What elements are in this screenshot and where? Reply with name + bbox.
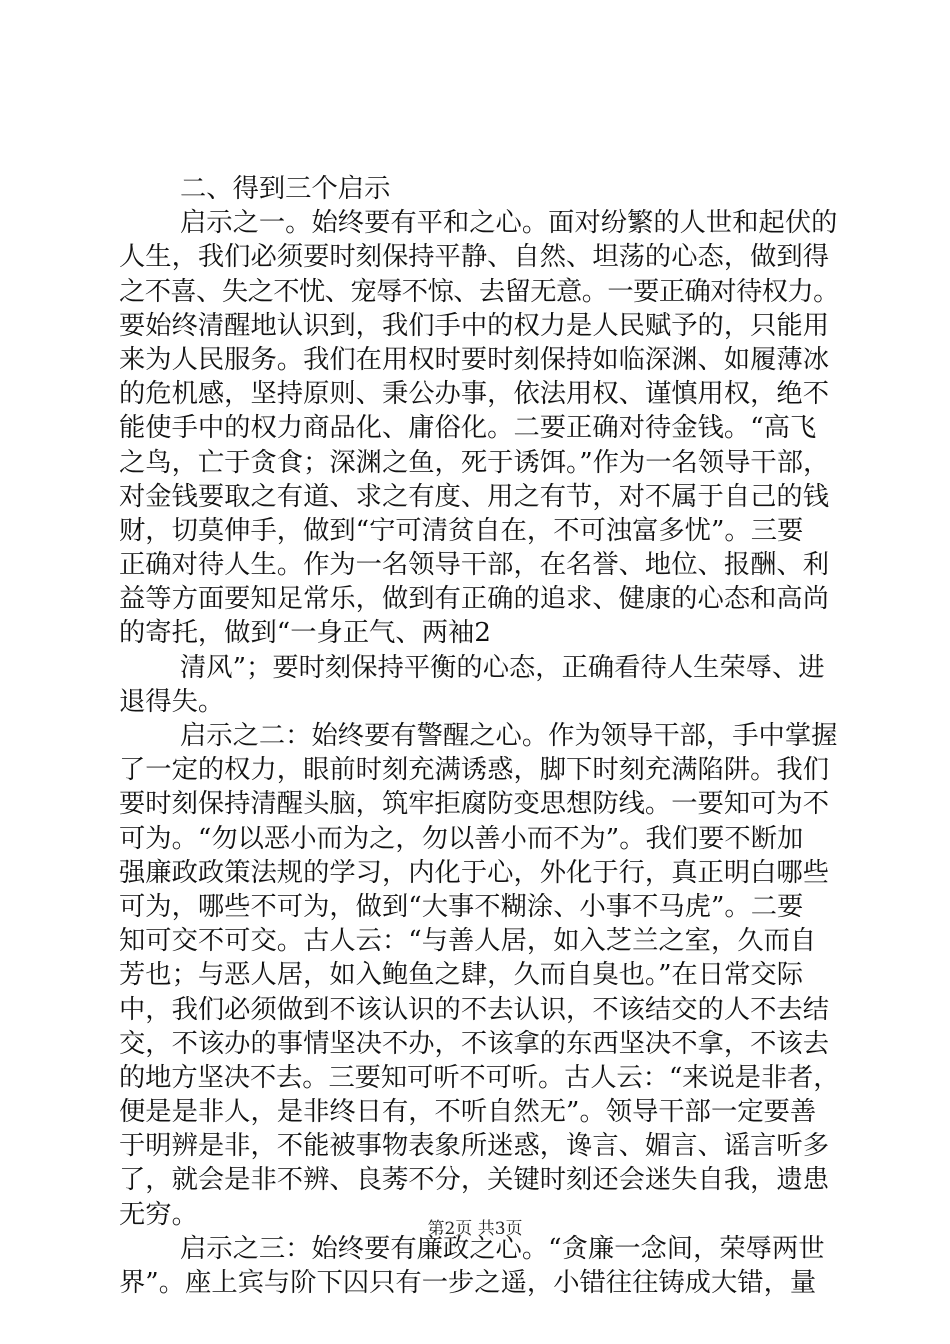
text-line: 中，我们必须做到不该认识的不去认识，不该结交的人不去结 <box>119 994 830 1025</box>
text-line: 可为，哪些不可为，做到“大事不糊涂、小事不马虎”。二要 <box>119 891 804 922</box>
text-line: 财，切莫伸手，做到“宁可清贫自在，不可浊富多忧”。三要 <box>119 515 804 546</box>
text-line: 于明辨是非，不能被事物表象所迷惑，谗言、媚言、谣言听多 <box>119 1131 830 1162</box>
text-line: 人生，我们必须要时刻保持平静、自然、坦荡的心态，做到得 <box>119 242 830 273</box>
text-line: 要始终清醒地认识到，我们手中的权力是人民赋予的，只能用 <box>119 310 830 341</box>
text-line: 退得失。 <box>119 686 225 717</box>
text-line: 清风”；要时刻保持平衡的心态，正确看待人生荣辱、进 <box>180 652 825 683</box>
text-line: 的寄托，做到“一身正气、两袖2 <box>119 618 492 649</box>
text-line: 界”。座上宾与阶下囚只有一步之遥，小错往往铸成大错，量 <box>119 1268 817 1298</box>
text-line: 的地方坚决不去。三要知可听不可听。古人云：“来说是非者， <box>119 1062 840 1093</box>
text-line: 了，就会是非不辨、良莠不分，关键时刻还会迷失自我，遗患 <box>119 1165 830 1196</box>
text-line: 强廉政政策法规的学习，内化于心，外化于行，真正明白哪些 <box>119 857 830 888</box>
text-line: 二、得到三个启示 <box>180 174 391 204</box>
text-line: 之鸟，亡于贪食；深渊之鱼，死于诱饵。”作为一名领导干部， <box>119 447 830 478</box>
text-line: 启示之三：始终要有廉政之心。“贪廉一念间，荣辱两世 <box>180 1233 825 1264</box>
text-line: 对金钱要取之有道、求之有度、用之有节，对不属于自己的钱 <box>119 481 830 512</box>
text-line: 启示之二：始终要有警醒之心。作为领导干部，手中掌握 <box>180 721 838 751</box>
text-line: 能使手中的权力商品化、庸俗化。二要正确对待金钱。“高飞 <box>119 413 817 444</box>
text-line: 正确对待人生。作为一名领导干部，在名誉、地位、报酬、利 <box>119 550 830 581</box>
text-line: 启示之一。始终要有平和之心。面对纷繁的人世和起伏的 <box>180 208 838 239</box>
page-footer: 第2页 共3页 <box>427 1219 523 1239</box>
document-body <box>119 172 839 1300</box>
text-line: 要时刻保持清醒头脑，筑牢拒腐防变思想防线。一要知可为不 <box>119 789 830 820</box>
text-line: 来为人民服务。我们在用权时要时刻保持如临深渊、如履薄冰 <box>119 344 830 375</box>
text-line: 交，不该办的事情坚决不办，不该拿的东西坚决不拿，不该去 <box>119 1028 830 1059</box>
text-line: 无穷。 <box>119 1199 198 1230</box>
text-line: 益等方面要知足常乐，做到有正确的追求、健康的心态和高尚 <box>119 584 830 615</box>
text-line: 之不喜、失之不忧、宠辱不惊、去留无意。一要正确对待权力。 <box>119 276 839 307</box>
text-line: 了一定的权力，眼前时刻充满诱惑，脚下时刻充满陷阱。我们 <box>119 755 830 786</box>
text-line: 知可交不可交。古人云：“与善人居，如入芝兰之室，久而自 <box>119 926 817 957</box>
text-line: 便是是非人，是非终日有，不听自然无”。领导干部一定要善 <box>119 1097 817 1128</box>
text-line: 芳也；与恶人居，如入鲍鱼之肆，久而自臭也。”在日常交际 <box>119 960 804 991</box>
text-line: 可为。“勿以恶小而为之，勿以善小而不为”。我们要不断加 <box>119 823 804 854</box>
text-line: 的危机感，坚持原则、秉公办事，依法用权、谨慎用权，绝不 <box>119 379 830 410</box>
